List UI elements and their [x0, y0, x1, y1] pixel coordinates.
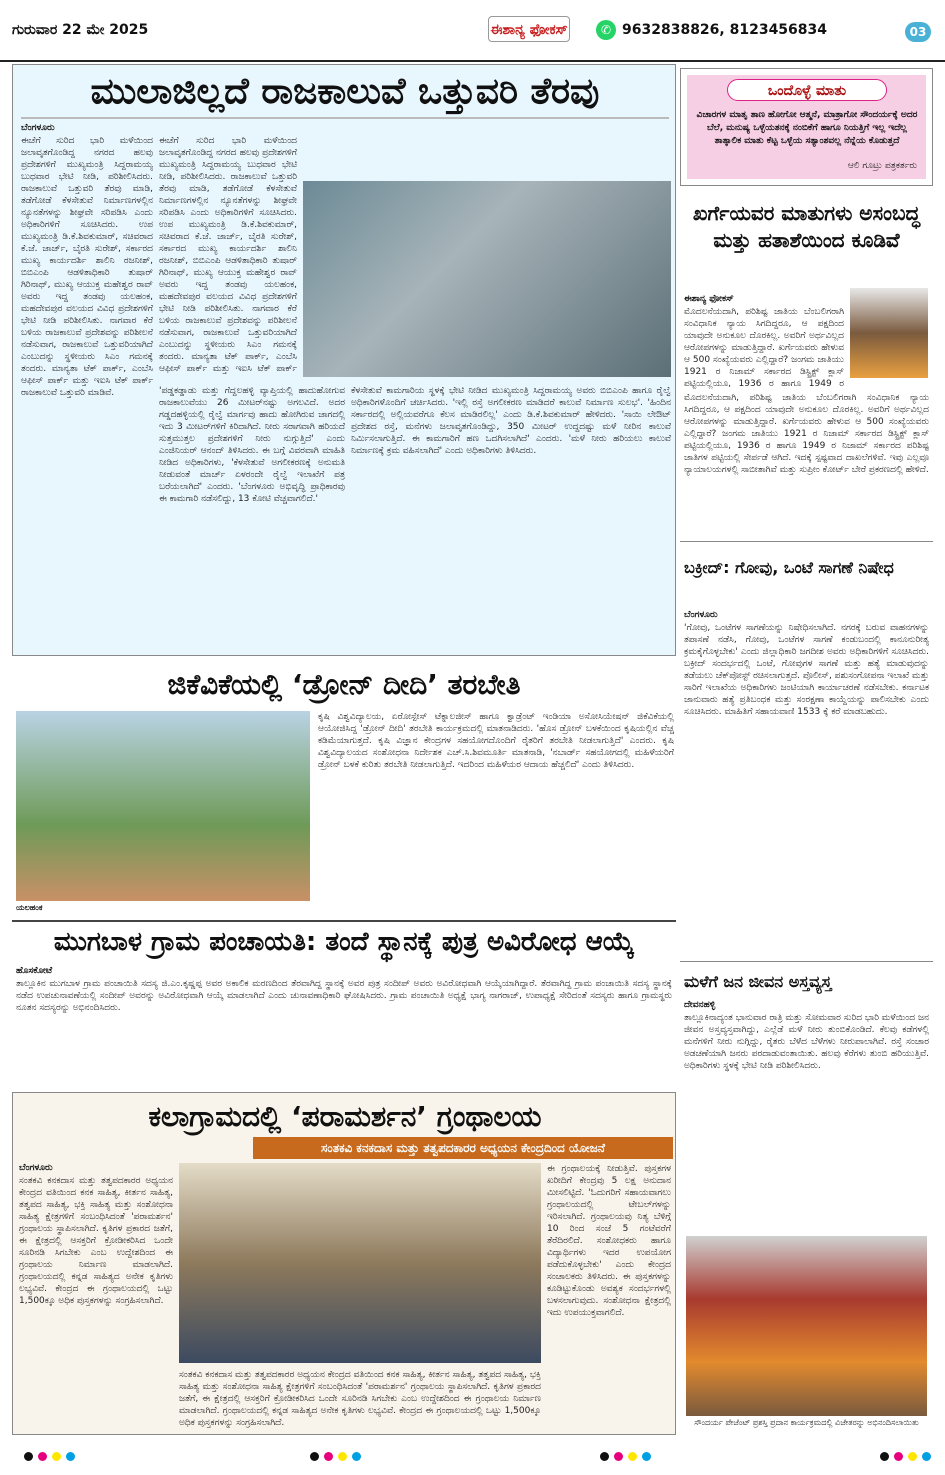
dateline: ಯಲಹಂಕ: [16, 903, 43, 912]
headline: ಮುಲಾಜಿಲ್ಲದೆ ರಾಜಕಾಲುವೆ ಒತ್ತುವರಿ ತೆರವು: [90, 71, 600, 112]
dateline: ಬೆಂಗಳೂರು: [21, 123, 55, 133]
registration-dot: [922, 1452, 931, 1461]
registration-dot: [66, 1452, 75, 1461]
registration-dot: [38, 1452, 47, 1461]
contact-phones: 9632838826, 8123456834: [622, 22, 828, 38]
dateline: ಬೆಂಗಳೂರು: [684, 610, 718, 620]
headline: ಕಲಾಗ್ರಾಮದಲ್ಲಿ ‘ಪರಾಮರ್ಶನ’ ಗ್ರಂಥಾಲಯ: [148, 1100, 542, 1133]
library-photo: [179, 1163, 541, 1363]
page-header: [0, 0, 945, 62]
dateline: ದೇವನಹಳ್ಳಿ: [684, 1000, 716, 1010]
article-mugabala: [12, 920, 676, 1090]
quote-text: ವಿಚಾರಗಳ ಮಾತೃ ತಾಣ ಹೋಗೋ ಆತ್ಮನೆ, ಮಾತ್ರಾಗೋ ಸೌಂದರ್ಯಕ್ಕೆ ಅದರ ಬೆಲೆ, ಮನುಷ್ಯ ಒಳ್ಳೆಯತನಕ್ಕೆ ನಂಬಿಕೆಗೆ ಹಾಗೂ ನಿಯತ್ತಿಗೆ ಇಲ್ಲ ಇದೆಲ್ಲ ತಾತ್ಕಾಲಿಕ ಮಾತು ಕೆಟ್ಟ ಒಳ್ಳೆಯ ಸತ್ಯಾಂಶವಲ್ಲ ನೆನ್ನೆಯ ಕೊಡುತ್ತದೆ: [696, 110, 918, 146]
masthead-logo: ಈಶಾನ್ಯ ಫೋಕಸ್: [488, 16, 570, 42]
registration-dot: [324, 1452, 333, 1461]
whatsapp-icon: ✆: [596, 20, 616, 40]
registration-dot: [642, 1452, 651, 1461]
article-library: [12, 1092, 676, 1435]
subheadline: ಸಂತಕವಿ ಕನಕದಾಸ ಮತ್ತು ತತ್ವಪದಕಾರರ ಅಧ್ಯಯನ ಕೇಂದ್ರದಿಂದ ಯೋಜನೆ: [253, 1137, 673, 1159]
quote-panel: [687, 75, 926, 179]
article-body: 'ಗೋವು, ಒಂಟೆಗಳ ಸಾಗಣೆಯನ್ನು ನಿಷೇಧಿಸಲಾಗಿದೆ. ನಗರಕ್ಕೆ ಬರುವ ವಾಹನಗಳನ್ನು ತಪಾಸಣೆ ನಡೆಸಿ, ಗೋವು, ಒಂಟೆಗಳ ಸಾಗಣೆ ಕಂಡುಬಂದಲ್ಲಿ ಕಾನೂನುರೀತ್ಯ ಕ್ರಮಕೈಗೊಳ್ಳಬೇಕು' ಎಂದು ಜಿಲ್ಲಾಧಿಕಾರಿ ಜಗದೀಶ ಅವರು ಅಧಿಕಾರಿಗಳಿಗೆ ಸೂಚಿಸಿದರು. ಬಕ್ರೀದ್ ಸಂದರ್ಭದಲ್ಲಿ ಒಂಟೆ, ಗೋವುಗಳ ಸಾಗಣೆ ಮತ್ತು ಹತ್ಯೆ ಮಾಡುವುದನ್ನು ತಡೆಯಲು ಚೆಕ್‌ಪೋಸ್ಟ್ ರಚಿಸಲಾಗುತ್ತದೆ. ಪೊಲೀಸ್, ಪಶುಸಂಗೋಪನಾ ಇಲಾಖೆ ಮತ್ತು ಸಾರಿಗೆ ಇಲಾಖೆಯ ಅಧಿಕಾರಿಗಳು ಜಂಟಿಯಾಗಿ ಕಾರ್ಯಾಚರಣೆ ನಡೆಸಬೇಕು. ಕರ್ನಾಟಕ ಜಾನುವಾರು ಹತ್ಯೆ ಪ್ರತಿಬಂಧಕ ಮತ್ತು ಸಂರಕ್ಷಣಾ ಕಾಯ್ದೆಯನ್ನು ಪಾಲಿಸಬೇಕು ಎಂದು ಸೂಚಿಸಿದರು. ಮಾಹಿತಿಗೆ ಸಹಾಯವಾಣಿ 1533 ಕ್ಕೆ ಕರೆ ಮಾಡಬಹುದು.: [684, 623, 929, 717]
article-body: ಮೊದಲನೆಯದಾಗಿ, ಪರಿಶಿಷ್ಟ ಜಾತಿಯ ಬೆಂಬಲಿಗರಾಗಿ ಸಂವಿಧಾನಿಕ ನ್ಯಾಯ ಸಿಗದಿದ್ದರೂ, ಆ ಪಕ್ಷದಿಂದ ಯಾವುದೇ ಅನುಕೂಲ ದೊರಕಿಲ್ಲ. ಅವರಿಗೆ ಅರ್ಥವಿಲ್ಲದ ಆರೋಪಗಳನ್ನು ಮಾಡುತ್ತಿದ್ದಾರೆ. ಖರ್ಗೆಯವರು ಹೇಳುವ ಆ 500 ಸಂಖ್ಯೆಯವರು ಎಲ್ಲಿದ್ದಾರೆ? ಜಂಗಮ ಜಾತಿಯು 1921 ರ ನಿಜಾಮ್ ಸರ್ಕಾರದ ಡಿಸ್ಟ್ರಿಕ್ಟ್ ಕ್ಲಾಸ್ ಪಟ್ಟಿಯಲ್ಲಿಯೂ, 1936 ರ ಹಾಗೂ 1949 ರ ನಿಜಾಮ್ ಸರ್ಕಾರದ ಪರಿಶಿಷ್ಟ ಜಾತಿಗಳ ಪಟ್ಟಿಯಲ್ಲಿ ಸೇರ್ಪಡೆ ಆಗಿದೆ. ಇದಕ್ಕೆ ಸ್ಪಷ್ಟವಾದ ದಾಖಲೆಗಳಿವೆ. ಇವು ಎಲ್ಲವೂ ನ್ಯಾಯಾಲಯಗಳಲ್ಲಿ ಸಾಬೀತಾಗಿವೆ ಮತ್ತು ಸುಪ್ರೀಂ ಕೋರ್ಟ್‌ ಬೇರೆ ಪ್ರಕರಣದಲ್ಲಿ ಹೇಳಿದೆ.: [684, 393, 929, 475]
headline: ಖರ್ಗೆಯವರ ಮಾತುಗಳು ಅಸಂಬದ್ಧ ಮತ್ತು ಹತಾಶೆಯಿಂದ ಕೂಡಿವೆ: [692, 201, 921, 252]
photo-caption: ಸೌಂದರ್ಯ ಪೇಜೆಂಟ್ ಪ್ರಶಸ್ತಿ ಪ್ರದಾನ ಕಾರ್ಯಕ್ರಮದಲ್ಲಿ ವಿಜೇತರನ್ನು ಅಭಿನಂದಿಸಲಾಯಿತು: [694, 1418, 919, 1427]
article-body-col2: ಈಚೆಗೆ ಸುರಿದ ಭಾರಿ ಮಳೆಯಿಂದ ಜಲಾವೃತಗೊಂಡಿದ್ದ ನಗರದ ಹಲವು ಪ್ರದೇಶಗಳಿಗೆ ಮುಖ್ಯಮಂತ್ರಿ ಸಿದ್ದರಾಮಯ್ಯ ಬುಧವಾರ ಭೇಟಿ ನೀಡಿ, ಪರಿಶೀಲಿಸಿದರು. ರಾಜಕಾಲುವೆ ಒತ್ತುವರಿ ತೆರವು ಮಾಡಿ, ತಡೆಗೋಡೆ ಕೆಳಸೇತುವೆ ನಿರ್ಮಾಣಗಳಲ್ಲಿನ ನ್ಯೂನತೆಗಳನ್ನು ಶೀಘ್ರವೇ ಸರಿಪಡಿಸಿ ಎಂದು ಅಧಿಕಾರಿಗಳಿಗೆ ಸೂಚಿಸಿದರು. ಉಪ ಮುಖ್ಯಮಂತ್ರಿ ಡಿ.ಕೆ.ಶಿವಕುಮಾರ್, ಸಚಿವರಾದ ಕೆ.ಜೆ. ಜಾರ್ಜ್, ಬೈರತಿ ಸುರೇಶ್, ಸರ್ಕಾರದ ಮುಖ್ಯ ಕಾರ್ಯದರ್ಶಿ ಶಾಲಿನಿ ರಜನೀಶ್, ಬಿಬಿಎಂಪಿ ಆಡಳಿತಾಧಿಕಾರಿ ತುಷಾರ್ ಗಿರಿನಾಥ್, ಮುಖ್ಯ ಆಯುಕ್ತ ಮಹೇಶ್ವರ ರಾವ್ ಅವರು ಇದ್ದ ತಂಡವು ಯಲಹಂಕ, ಮಹದೇವಪುರ ವಲಯದ ವಿವಿಧ ಪ್ರದೇಶಗಳಿಗೆ ಭೇಟಿ ನೀಡಿ ಪರಿಶೀಲಿಸಿತು. ನಾಗವಾರ ಕೆರೆ ಬಳಿಯ ರಾಜಕಾಲುವೆ ಪ್ರದೇಶವನ್ನು ಪರಿಶೀಲನೆ ನಡೆಸುವಾಗ, ರಾಜಕಾಲುವೆ ಒತ್ತುವರಿಯಾಗಿದೆ ಎಂಬುದನ್ನು ಸ್ಥಳೀಯರು ಸಿಎಂ ಗಮನಕ್ಕೆ ತಂದರು. ಮಾನ್ಯತಾ ಟೆಕ್ ಪಾರ್ಕ್, ಎಂಬೆಸಿ ಆಫೀಸ್ ಪಾರ್ಕ್ ಮತ್ತು ಇಐಸಿ ಟೆಕ್ ಪಾರ್ಕ್: [159, 136, 297, 374]
article-body: ತಾಲ್ಲೂಕಿನ ಮುಗಬಾಳ ಗ್ರಾಮ ಪಂಚಾಯಿತಿ ಸದಸ್ಯ ಜಿ.ಎಂ.ಕೃಷ್ಣಪ್ಪ ಅವರ ಅಕಾಲಿಕ ಮರಣದಿಂದ ತೆರವಾಗಿದ್ದ ಸ್ಥಾನಕ್ಕೆ ಅವರ ಪುತ್ರ ಸಂದೀಪ್ ಅವರು ಅವಿರೋಧವಾಗಿ ಆಯ್ಕೆಯಾಗಿದ್ದಾರೆ. ತೆರವಾಗಿದ್ದ ಗ್ರಾಮ ಪಂಚಾಯಿತಿ ಸದಸ್ಯ ಸ್ಥಾನಕ್ಕೆ ನಡೆದ ಉಪಚುನಾವಣೆಯಲ್ಲಿ ಸಂದೀಪ್ ಅವರನ್ನು ಅವಿರೋಧವಾಗಿ ಆಯ್ಕೆ ಮಾಡಲಾಗಿದೆ ಎಂದು ಚುನಾವಣಾಧಿಕಾರಿ ಘೋಷಿಸಿದರು. ಗ್ರಾಮ ಪಂಚಾಯಿತಿ ಅಧ್ಯಕ್ಷೆ ಭಾಗ್ಯ ನಾಗರಾಜ್, ಉಪಾಧ್ಯಕ್ಷೆ ಸೇರಿದಂತೆ ಸದಸ್ಯರು ಹಾಗೂ ಗ್ರಾಮಸ್ಥರು ನೂತನ ಸದಸ್ಯರನ್ನು ಅಭಿನಂದಿಸಿದರು.: [16, 979, 672, 1013]
registration-dot: [24, 1452, 33, 1461]
dateline: ಬೆಂಗಳೂರು: [19, 1163, 53, 1173]
article-body-col3: 'ಪಡ್ಡಕಡ್ಡಾಡು ಮತ್ತು ಗೆದ್ದಲಹಳ್ಳಿ ವ್ಯಾಪ್ತಿಯಲ್ಲಿ ಹಾದುಹೋಗುವ ರಾಜಕಾಲುವೆಯು 26 ಮೀಟರ್‌ನಷ್ಟು ಅಗಲವಿದೆ. ಅದರ ಗಡ್ಡದಹಳ್ಳಿಯಲ್ಲಿ ರೈಲ್ವೆ ಮಾರ್ಗವು ಹಾದು ಹೋಗಿರುವ ಜಾಗದಲ್ಲಿ ಇದು 3 ಮೀಟರ್‌ಗಳಿಗೆ ಕಿರಿದಾಗಿದೆ. ನೀರು ಸರಾಗವಾಗಿ ಹರಿಯದೆ ಸುತ್ತಮುತ್ತಲ ಪ್ರದೇಶಗಳಿಗೆ ನೀರು ನುಗ್ಗುತ್ತಿದೆ' ಎಂದು ಎಂಜಿನಿಯರ್‌ ಆನಂದ್ ತಿಳಿಸಿದರು. ಈ ಬಗ್ಗೆ ವಿವರವಾಗಿ ಮಾಹಿತಿ ನೀಡಿದ ಅಧಿಕಾರಿಗಳು, 'ಕೆಳಸೇತುವೆ ಅಗಲೀಕರಣಕ್ಕೆ ಅನುಮತಿ ನೀಡುವಂತೆ ಮಾರ್ಚ್ ಏಳರಂದೇ ರೈಲ್ವೆ ಇಲಾಖೆಗೆ ಪತ್ರ ಬರೆಯಲಾಗಿದೆ' ಎಂದರು. 'ಬೆಂಗಳೂರು ಅಭಿವೃದ್ಧಿ ಪ್ರಾಧಿಕಾರವು ಈ ಕಾಮಗಾರಿ ನಡೆಸಲಿದ್ದು, 13 ಕೋಟಿ ವೆಚ್ಚವಾಗಲಿದೆ.': [159, 386, 345, 504]
article-body-col1: ಈಚೆಗೆ ಸುರಿದ ಭಾರಿ ಮಳೆಯಿಂದ ಜಲಾವೃತಗೊಂಡಿದ್ದ ನಗರದ ಹಲವು ಪ್ರದೇಶಗಳಿಗೆ ಮುಖ್ಯಮಂತ್ರಿ ಸಿದ್ದರಾಮಯ್ಯ ಬುಧವಾರ ಭೇಟಿ ನೀಡಿ, ಪರಿಶೀಲಿಸಿದರು. ರಾಜಕಾಲುವೆ ಒತ್ತುವರಿ ತೆರವು ಮಾಡಿ, ತಡೆಗೋಡೆ ಕೆಳಸೇತುವೆ ನಿರ್ಮಾಣಗಳಲ್ಲಿನ ನ್ಯೂನತೆಗಳನ್ನು ಶೀಘ್ರವೇ ಸರಿಪಡಿಸಿ ಎಂದು ಅಧಿಕಾರಿಗಳಿಗೆ ಸೂಚಿಸಿದರು. ಉಪ ಮುಖ್ಯಮಂತ್ರಿ ಡಿ.ಕೆ.ಶಿವಕುಮಾರ್, ಸಚಿವರಾದ ಕೆ.ಜೆ. ಜಾರ್ಜ್, ಬೈರತಿ ಸುರೇಶ್, ಸರ್ಕಾರದ ಮುಖ್ಯ ಕಾರ್ಯದರ್ಶಿ ಶಾಲಿನಿ ರಜನೀಶ್, ಬಿಬಿಎಂಪಿ ಆಡಳಿತಾಧಿಕಾರಿ ತುಷಾರ್ ಗಿರಿನಾಥ್, ಮುಖ್ಯ ಆಯುಕ್ತ ಮಹೇಶ್ವರ ರಾವ್ ಅವರು ಇದ್ದ ತಂಡವು ಯಲಹಂಕ, ಮಹದೇವಪುರ ವಲಯದ ವಿವಿಧ ಪ್ರದೇಶಗಳಿಗೆ ಭೇಟಿ ನೀಡಿ ಪರಿಶೀಲಿಸಿತು. ನಾಗವಾರ ಕೆರೆ ಬಳಿಯ ರಾಜಕಾಲುವೆ ಪ್ರದೇಶವನ್ನು ಪರಿಶೀಲನೆ ನಡೆಸುವಾಗ, ರಾಜಕಾಲುವೆ ಒತ್ತುವರಿಯಾಗಿದೆ ಎಂಬುದನ್ನು ಸ್ಥಳೀಯರು ಸಿಎಂ ಗಮನಕ್ಕೆ ತಂದರು. ಮಾನ್ಯತಾ ಟೆಕ್ ಪಾರ್ಕ್, ಎಂಬೆಸಿ ಆಫೀಸ್ ಪಾರ್ಕ್ ಮತ್ತು ಇಐಸಿ ಟೆಕ್ ಪಾರ್ಕ್ ರಾಜಕಾಲುವೆ ಒತ್ತುವರಿ ಮಾಡಿವೆ.: [21, 136, 153, 398]
registration-dot: [628, 1452, 637, 1461]
article-kharge: [680, 192, 933, 542]
quote-byline: ಆಲಿ ಗೂಟ್ರು ಪತ್ರಕರ್ತರು: [847, 161, 917, 171]
article-body-col2: ಸಂತಕವಿ ಕನಕದಾಸ ಮತ್ತು ತತ್ವಪದಕಾರರ ಅಧ್ಯಯನ ಕೇಂದ್ರದ ವತಿಯಿಂದ ಕನಕ ಸಾಹಿತ್ಯ, ಕೀರ್ತನ ಸಾಹಿತ್ಯ, ತತ್ವಪದ ಸಾಹಿತ್ಯ, ಭಕ್ತಿ ಸಾಹಿತ್ಯ ಮತ್ತು ಸಂಶೋಧನಾ ಸಾಹಿತ್ಯ ಕ್ಷೇತ್ರಗಳಿಗೆ ಸಂಬಂಧಿಸಿದಂತೆ 'ಪರಾಮರ್ಶನ' ಗ್ರಂಥಾಲಯ ಸ್ಥಾಪಿಸಲಾಗಿದೆ. ಕೃತಿಗಳ ಪ್ರಕಾರದ ಜತೆಗೆ, ಈ ಕ್ಷೇತ್ರದಲ್ಲಿ ಆಸಕ್ತರಿಗೆ ಕ್ರೋಡೀಕರಿಸಿದ ಒಂದೇ ಸೂರಿನಡಿ ಸಿಗಬೇಕು ಎಂಬ ಉದ್ದೇಶದಿಂದ ಈ ಗ್ರಂಥಾಲಯ ನಿರ್ಮಾಣ ಮಾಡಲಾಗಿದೆ. ಗ್ರಂಥಾಲಯದಲ್ಲಿ ಕನ್ನಡ ಸಾಹಿತ್ಯದ ಅನೇಕ ಕೃತಿಗಳು ಲಭ್ಯವಿವೆ. ಕೇಂದ್ರದ ಈ ಗ್ರಂಥಾಲಯದಲ್ಲಿ ಒಟ್ಟು 1,500ಕ್ಕೂ ಅಧಿಕ ಪುಸ್ತಕಗಳನ್ನು ಸಂಗ್ರಹಿಸಲಾಗಿದೆ.: [179, 1370, 541, 1428]
registration-dot: [894, 1452, 903, 1461]
article-body-col4: ಕೆಳಸೇತುವೆ ಕಾಮಗಾರಿಯ ಸ್ಥಳಕ್ಕೆ ಭೇಟಿ ನೀಡಿದ ಮುಖ್ಯಮಂತ್ರಿ ಸಿದ್ದರಾಮಯ್ಯ ಅವರು ಬಿಬಿಎಂಪಿ ಹಾಗೂ ರೈಲ್ವೆ ಅಧಿಕಾರಿಗಳೊಂದಿಗೆ ಚರ್ಚಿಸಿದರು. 'ಇಲ್ಲಿ ರಸ್ತೆ ಅಗಲೀಕರಣ ಮಾಡಿದರೆ ಕಾಲುವೆ ನಿರ್ಮಾಣ ಸುಲಭ'. 'ಹಿಂದಿನ ಸರ್ಕಾರದಲ್ಲಿ ಅಲ್ಲಿಯವರೆಗೂ ಕೆಲಸ ಮಾಡಿರಲಿಲ್ಲ' ಎಂದು ಡಿ.ಕೆ.ಶಿವಕುಮಾರ್ ಹೇಳಿದರು. 'ಸಾಯಿ ಲೇಔಟ್ ಪ್ರದೇಶದ ರಸ್ತೆ, ಮನೆಗಳು ಜಲಾವೃತಗೊಂಡಿದ್ದು, 350 ಮೀಟರ್ ಉದ್ದದಷ್ಟು ಮಳೆ ನೀರಿನ ಕಾಲುವೆ ನಿರ್ಮಿಸಲಾಗುತ್ತಿದೆ. ಈ ಕಾಮಗಾರಿಗೆ ಹಣ ಒದಗಿಸಲಾಗಿದೆ' ಎಂದರು. 'ಮಳೆ ನೀರು ಹರಿಯಲು ಕಾಲುವೆ ನಿರ್ಮಾಣಕ್ಕೆ ಕ್ರಮ ವಹಿಸಲಾಗಿದೆ' ಎಂದು ಅಧಿಕಾರಿಗಳು ತಿಳಿಸಿದರು.: [351, 386, 671, 456]
article-body-col1: ಸಂತಕವಿ ಕನಕದಾಸ ಮತ್ತು ತತ್ವಪದಕಾರರ ಅಧ್ಯಯನ ಕೇಂದ್ರದ ವತಿಯಿಂದ ಕನಕ ಸಾಹಿತ್ಯ, ಕೀರ್ತನ ಸಾಹಿತ್ಯ, ತತ್ವಪದ ಸಾಹಿತ್ಯ, ಭಕ್ತಿ ಸಾಹಿತ್ಯ ಮತ್ತು ಸಂಶೋಧನಾ ಸಾಹಿತ್ಯ ಕ್ಷೇತ್ರಗಳಿಗೆ ಸಂಬಂಧಿಸಿದಂತೆ 'ಪರಾಮರ್ಶನ' ಗ್ರಂಥಾಲಯ ಸ್ಥಾಪಿಸಲಾಗಿದೆ. ಕೃತಿಗಳ ಪ್ರಕಾರದ ಜತೆಗೆ, ಈ ಕ್ಷೇತ್ರದಲ್ಲಿ ಆಸಕ್ತರಿಗೆ ಕ್ರೋಡೀಕರಿಸಿದ ಒಂದೇ ಸೂರಿನಡಿ ಸಿಗಬೇಕು ಎಂಬ ಉದ್ದೇಶದಿಂದ ಈ ಗ್ರಂಥಾಲಯ ನಿರ್ಮಾಣ ಮಾಡಲಾಗಿದೆ. ಗ್ರಂಥಾಲಯದಲ್ಲಿ ಕನ್ನಡ ಸಾಹಿತ್ಯದ ಅನೇಕ ಕೃತಿಗಳು ಲಭ್ಯವಿವೆ. ಕೇಂದ್ರದ ಈ ಗ್ರಂಥಾಲಯದಲ್ಲಿ ಒಟ್ಟು 1,500ಕ್ಕೂ ಅಧಿಕ ಪುಸ್ತಕಗಳನ್ನು ಸಂಗ್ರಹಿಸಲಾಗಿದೆ.: [19, 1176, 173, 1306]
article-bakrid: [680, 550, 933, 962]
dateline: ಈಶಾನ್ಯ ಫೋಕಸ್: [684, 294, 734, 304]
registration-dot: [908, 1452, 917, 1461]
issue-date: ಗುರುವಾರ 22 ಮೇ 2025: [12, 22, 149, 38]
quote-box: [680, 68, 933, 186]
registration-dot: [600, 1452, 609, 1461]
registration-dot: [52, 1452, 61, 1461]
article-body-top: ಮೊದಲನೆಯದಾಗಿ, ಪರಿಶಿಷ್ಟ ಜಾತಿಯ ಬೆಂಬಲಿಗರಾಗಿ ಸಂವಿಧಾನಿಕ ನ್ಯಾಯ ಸಿಗದಿದ್ದರೂ, ಆ ಪಕ್ಷದಿಂದ ಯಾವುದೇ ಅನುಕೂಲ ದೊರಕಿಲ್ಲ. ಅವರಿಗೆ ಅರ್ಥವಿಲ್ಲದ ಆರೋಪಗಳನ್ನು ಮಾಡುತ್ತಿದ್ದಾರೆ. ಖರ್ಗೆಯವರು ಹೇಳುವ ಆ 500 ಸಂಖ್ಯೆಯವರು ಎಲ್ಲಿದ್ದಾರೆ? ಜಂಗಮ ಜಾತಿಯು 1921 ರ ನಿಜಾಮ್ ಸರ್ಕಾರದ ಡಿಸ್ಟ್ರಿಕ್ಟ್ ಕ್ಲಾಸ್ ಪಟ್ಟಿಯಲ್ಲಿಯೂ, 1936 ರ ಹಾಗೂ 1949 ರ: [684, 307, 844, 389]
article-photo: [303, 181, 671, 377]
article-drone-didi: [12, 663, 676, 916]
article-body: ತಾಲ್ಲೂಕಿನಾದ್ಯಂತ ಭಾನುವಾರ ರಾತ್ರಿ ಮತ್ತು ಸೋಮವಾರ ಸುರಿದ ಭಾರಿ ಮಳೆಯಿಂದ ಜನ ಜೀವನ ಅಸ್ತವ್ಯಸ್ತವಾಗಿದ್ದು, ಎಲ್ಲೆಡೆ ಮಳೆ ನೀರು ತುಂಬಿಕೊಂಡಿದೆ. ಕೆಲವು ಕಡೆಗಳಲ್ಲಿ ಮನೆಗಳಿಗೆ ನೀರು ನುಗ್ಗಿದ್ದು, ರೈತರು ಬೆಳೆದ ಬೆಳೆಗಳು ನೀರುಪಾಲಾಗಿವೆ. ರಸ್ತೆ ಸಂಚಾರ ಅಡಚಣೆಯಾಗಿ ಜನರು ಪರದಾಡುವಂತಾಯಿತು. ಹಲವು ಕೆರೆಗಳು ತುಂಬಿ ಹರಿಯುತ್ತಿವೆ. ಅಧಿಕಾರಿಗಳು ಸ್ಥಳಕ್ಕೆ ಭೇಟಿ ನೀಡಿ ಪರಿಶೀಲಿಸಿದರು.: [684, 1013, 929, 1071]
page-number: 03: [905, 22, 931, 42]
registration-dot: [338, 1452, 347, 1461]
quote-title: ಒಂದೊಳ್ಳೆ ಮಾತು: [727, 79, 887, 101]
headline: ಮುಗಬಾಳ ಗ್ರಾಮ ಪಂಚಾಯತಿ: ತಂದೆ ಸ್ಥಾನಕ್ಕೆ ಪುತ್ರ ಅವಿರೋಧ ಆಯ್ಕೆ: [53, 927, 635, 957]
article-rain: [680, 966, 933, 1436]
dateline: ಹೊಸಕೋಟೆ: [16, 966, 53, 976]
article-body-col3: ಈ ಗ್ರಂಥಾಲಯಕ್ಕೆ ನೀಡುತ್ತಿವೆ. ಪುಸ್ತಕಗಳ ಖರೀದಿಗೆ ಕೇಂದ್ರವು 5 ಲಕ್ಷ ಅನುದಾನ ಮೀಸಲಿಟ್ಟಿದೆ. 'ಓದುಗರಿಗೆ ಸಹಾಯವಾಗಲು ಗ್ರಂಥಾಲಯದಲ್ಲಿ ಟೇಬಲ್‌ಗಳನ್ನು ಇರಿಸಲಾಗಿದೆ. ಗ್ರಂಥಾಲಯವು ನಿತ್ಯ ಬೆಳಿಗ್ಗೆ 10 ರಿಂದ ಸಂಜೆ 5 ಗಂಟೆವರೆಗೆ ತೆರೆದಿರಲಿದೆ. ಸಂಶೋಧಕರು ಹಾಗೂ ವಿದ್ಯಾರ್ಥಿಗಳು ಇದರ ಉಪಯೋಗ ಪಡೆದುಕೊಳ್ಳಬೇಕು' ಎಂದು ಕೇಂದ್ರದ ಸಂಚಾಲಕರು ತಿಳಿಸಿದರು. ಈ ಪುಸ್ತಕಗಳನ್ನು ಕೂಡಿಟ್ಟುಕೊಂಡು ಅವಶ್ಯಕ ಸಂದರ್ಭಗಳಲ್ಲಿ ಬಳಸಲಾಗುವುದು. ಸಂಶೋಧನಾ ಕ್ಷೇತ್ರದಲ್ಲಿ ಇದು ಉಪಯುಕ್ತವಾಗಲಿದೆ.: [547, 1164, 671, 1318]
headline: ಜಿಕೆವಿಕೆಯಲ್ಲಿ ‘ಡ್ರೋನ್ ದೀದಿ’ ತರಬೇತಿ: [167, 668, 521, 701]
article-body: ಕೃಷಿ ವಿಶ್ವವಿದ್ಯಾಲಯ, ಏರೋಸ್ಪೇಸ್ ಟೆಕ್ನಾಲಜೀಸ್ ಹಾಗೂ ಕ್ವಾಡ್ರೆಂಟ್ ಇಂಡಿಯಾ ಅಸೋಸಿಯೇಷನ್ ಜಿಕೆವಿಕೆಯಲ್ಲಿ ಆಯೋಜಿಸಿದ್ದ 'ಡ್ರೋನ್ ದೀದಿ' ತರಬೇತಿ ಕಾರ್ಯಕ್ರಮದಲ್ಲಿ ಮಾತನಾಡಿದರು. 'ಹೊಸ ಡ್ರೋನ್ ಬಳಕೆಯಿಂದ ಕೃಷಿಯಲ್ಲಿನ ವೆಚ್ಚ ಕಡಿಮೆಯಾಗುತ್ತದೆ. ಕೃಷಿ ವಿಜ್ಞಾನ ಕೇಂದ್ರಗಳ ಸಹಯೋಗದೊಂದಿಗೆ ರೈತರಿಗೆ ತರಬೇತಿ ನೀಡಲಾಗುತ್ತಿದೆ' ಎಂದರು. ಕೃಷಿ ವಿಶ್ವವಿದ್ಯಾಲಯದ ಸಂಶೋಧನಾ ನಿರ್ದೇಶಕ ಎಚ್.ಸಿ.ಶಿವಮೂರ್ತಿ ಮಾತನಾಡಿ, 'ನಬಾರ್ಡ್ ಸಹಯೋಗದಲ್ಲಿ ಮಹಿಳೆಯರಿಗೆ ಡ್ರೋನ್ ಬಳಕೆ ಕುರಿತು ತರಬೇತಿ ನೀಡಲಾಗುತ್ತಿದೆ. ಇದರಿಂದ ಮಹಿಳೆಯರ ಆದಾಯ ಹೆಚ್ಚಲಿದೆ' ಎಂದು ತಿಳಿಸಿದರು.: [318, 712, 674, 770]
author-photo: [850, 288, 928, 378]
registration-dot: [352, 1452, 361, 1461]
registration-dot: [880, 1452, 889, 1461]
registration-dot: [614, 1452, 623, 1461]
registration-dot: [310, 1452, 319, 1461]
print-registration-marks: [0, 1444, 945, 1475]
event-photo: [686, 1236, 927, 1416]
campus-photo: [16, 711, 310, 901]
headline: ಬಕ್ರೀದ್: ಗೋವು, ಒಂಟೆ ಸಾಗಣೆ ನಿಷೇಧ: [684, 558, 894, 577]
article-rajakaluve: [12, 64, 676, 656]
headline: ಮಳೆಗೆ ಜನ ಜೀವನ ಅಸ್ತವ್ಯಸ್ತ: [684, 972, 832, 991]
divider: [21, 117, 669, 119]
